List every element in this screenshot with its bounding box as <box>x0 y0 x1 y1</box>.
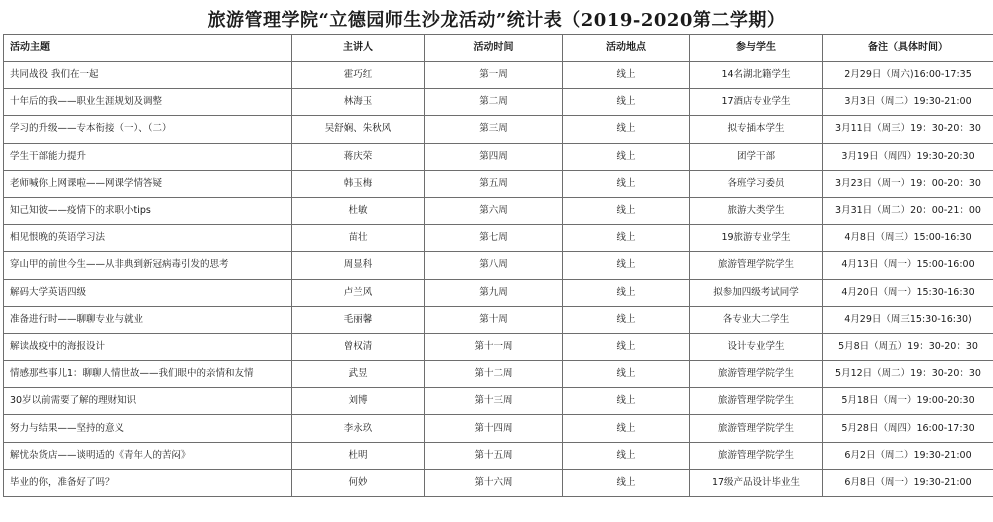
notes-cell[interactable]: 6月2日（周二）19:30-21:00 <box>823 442 993 469</box>
time-cell[interactable]: 第九周 <box>425 279 563 306</box>
topic-cell[interactable]: 学生干部能力提升 <box>4 143 292 170</box>
participants-cell[interactable]: 旅游大类学生 <box>690 197 823 224</box>
participants-cell[interactable]: 旅游管理学院学生 <box>690 442 823 469</box>
notes-cell[interactable]: 3月11日（周三）19：30-20：30 <box>823 116 993 143</box>
table-row <box>4 197 993 224</box>
time-cell[interactable]: 第三周 <box>425 116 563 143</box>
participants-cell[interactable]: 旅游管理学院学生 <box>690 252 823 279</box>
speaker-cell[interactable]: 苗壮 <box>292 225 425 252</box>
column-header-location[interactable]: 活动地点 <box>563 35 690 62</box>
participants-cell[interactable]: 旅游管理学院学生 <box>690 388 823 415</box>
participants-cell[interactable]: 团学干部 <box>690 143 823 170</box>
notes-cell[interactable]: 3月23日（周一）19：00-20：30 <box>823 170 993 197</box>
notes-cell[interactable]: 4月13日（周一）15:00-16:00 <box>823 252 993 279</box>
speaker-cell[interactable]: 何妙 <box>292 469 425 496</box>
time-cell[interactable]: 第二周 <box>425 89 563 116</box>
topic-cell[interactable]: 情感那些事儿1：聊聊人情世故——我们眼中的亲情和友情 <box>4 361 292 388</box>
speaker-cell[interactable]: 毛丽馨 <box>292 306 425 333</box>
time-cell[interactable]: 第一周 <box>425 62 563 89</box>
notes-cell[interactable]: 4月8日（周三）15:00-16:30 <box>823 225 993 252</box>
topic-cell[interactable]: 30岁以前需要了解的理财知识 <box>4 388 292 415</box>
speaker-cell[interactable]: 杜明 <box>292 442 425 469</box>
column-header-participants[interactable]: 参与学生 <box>690 35 823 62</box>
location-cell[interactable]: 线上 <box>563 197 690 224</box>
table-row <box>4 252 993 279</box>
topic-cell[interactable]: 十年后的我——职业生涯规划及调整 <box>4 89 292 116</box>
location-cell[interactable]: 线上 <box>563 252 690 279</box>
participants-cell[interactable]: 设计专业学生 <box>690 333 823 360</box>
topic-cell[interactable]: 穿山甲的前世今生——从非典到新冠病毒引发的思考 <box>4 252 292 279</box>
table-row <box>4 279 993 306</box>
table-row <box>4 116 993 143</box>
topic-cell[interactable]: 学习的升级——专本衔接（一）、（二） <box>4 116 292 143</box>
participants-cell[interactable]: 各专业大二学生 <box>690 306 823 333</box>
notes-cell[interactable]: 4月20日（周一）15:30-16:30 <box>823 279 993 306</box>
table-row <box>4 89 993 116</box>
table-body <box>4 62 993 497</box>
notes-cell[interactable]: 5月12日（周二）19：30-20：30 <box>823 361 993 388</box>
header-row <box>4 35 993 62</box>
location-cell[interactable]: 线上 <box>563 415 690 442</box>
time-cell[interactable]: 第十一周 <box>425 333 563 360</box>
speaker-cell[interactable]: 周显科 <box>292 252 425 279</box>
participants-cell[interactable]: 旅游管理学院学生 <box>690 415 823 442</box>
location-cell[interactable]: 线上 <box>563 116 690 143</box>
location-cell[interactable]: 线上 <box>563 89 690 116</box>
speaker-cell[interactable]: 武昱 <box>292 361 425 388</box>
participants-cell[interactable]: 19旅游专业学生 <box>690 225 823 252</box>
participants-cell[interactable]: 拟专插本学生 <box>690 116 823 143</box>
time-cell[interactable]: 第八周 <box>425 252 563 279</box>
location-cell[interactable]: 线上 <box>563 361 690 388</box>
topic-cell[interactable]: 准备进行时——聊聊专业与就业 <box>4 306 292 333</box>
location-cell[interactable]: 线上 <box>563 62 690 89</box>
participants-cell[interactable]: 拟参加四级考试同学 <box>690 279 823 306</box>
participants-cell[interactable]: 各班学习委员 <box>690 170 823 197</box>
time-cell[interactable]: 第十四周 <box>425 415 563 442</box>
topic-cell[interactable]: 解码大学英语四级 <box>4 279 292 306</box>
location-cell[interactable]: 线上 <box>563 469 690 496</box>
table-row <box>4 62 993 89</box>
location-cell[interactable]: 线上 <box>563 442 690 469</box>
topic-cell[interactable]: 知己知彼——疫情下的求职小tips <box>4 197 292 224</box>
location-cell[interactable]: 线上 <box>563 333 690 360</box>
topic-cell[interactable]: 努力与结果——坚持的意义 <box>4 415 292 442</box>
notes-cell[interactable]: 2月29日（周六)16:00-17:35 <box>823 62 993 89</box>
speaker-cell[interactable]: 霍巧红 <box>292 62 425 89</box>
notes-cell[interactable]: 5月18日（周一）19:00-20:30 <box>823 388 993 415</box>
speaker-cell[interactable]: 杜敏 <box>292 197 425 224</box>
activity-table <box>3 34 993 497</box>
topic-cell[interactable]: 毕业的你，准备好了吗？ <box>4 469 292 496</box>
speaker-cell[interactable]: 蒋庆荣 <box>292 143 425 170</box>
speaker-cell[interactable]: 韩玉梅 <box>292 170 425 197</box>
time-cell[interactable]: 第十三周 <box>425 388 563 415</box>
participants-cell[interactable]: 14名湖北籍学生 <box>690 62 823 89</box>
table-row <box>4 225 993 252</box>
notes-cell[interactable]: 3月19日（周四）19:30-20:30 <box>823 143 993 170</box>
notes-cell[interactable]: 3月31日（周二）20：00-21：00 <box>823 197 993 224</box>
time-cell[interactable]: 第十六周 <box>425 469 563 496</box>
topic-cell[interactable]: 共同战役 我们在一起 <box>4 62 292 89</box>
topic-cell[interactable]: 解忧杂货店——谈明适的《青年人的苦闷》 <box>4 442 292 469</box>
column-header-time[interactable]: 活动时间 <box>425 35 563 62</box>
location-cell[interactable]: 线上 <box>563 225 690 252</box>
notes-cell[interactable]: 4月29日（周三15:30-16:30) <box>823 306 993 333</box>
column-header-topic[interactable]: 活动主题 <box>4 35 292 62</box>
time-cell[interactable]: 第六周 <box>425 197 563 224</box>
location-cell[interactable]: 线上 <box>563 143 690 170</box>
time-cell[interactable]: 第五周 <box>425 170 563 197</box>
notes-cell[interactable]: 5月8日（周五）19：30-20：30 <box>823 333 993 360</box>
notes-cell[interactable]: 3月3日（周二）19:30-21:00 <box>823 89 993 116</box>
table-row <box>4 170 993 197</box>
topic-cell[interactable]: 相见恨晚的英语学习法 <box>4 225 292 252</box>
participants-cell[interactable]: 旅游管理学院学生 <box>690 361 823 388</box>
table-row <box>4 415 993 442</box>
table-title: 旅游管理学院“立德园师生沙龙活动”统计表（2019-2020第二学期） <box>207 10 786 31</box>
participants-cell[interactable]: 17级产品设计毕业生 <box>690 469 823 496</box>
time-cell[interactable]: 第十周 <box>425 306 563 333</box>
column-header-notes[interactable]: 备注（具体时间） <box>823 35 993 62</box>
time-cell[interactable]: 第十二周 <box>425 361 563 388</box>
notes-cell[interactable]: 5月28日（周四）16:00-17:30 <box>823 415 993 442</box>
table-row <box>4 442 993 469</box>
speaker-cell[interactable]: 吴舒娴、朱秋风 <box>292 116 425 143</box>
location-cell[interactable]: 线上 <box>563 170 690 197</box>
column-header-speaker[interactable]: 主讲人 <box>292 35 425 62</box>
speaker-cell[interactable]: 刘博 <box>292 388 425 415</box>
speaker-cell[interactable]: 卢兰风 <box>292 279 425 306</box>
table-row <box>4 388 993 415</box>
speaker-cell[interactable]: 林海玉 <box>292 89 425 116</box>
table-row <box>4 469 993 496</box>
participants-cell[interactable]: 17酒店专业学生 <box>690 89 823 116</box>
speaker-cell[interactable]: 李永玖 <box>292 415 425 442</box>
table-row <box>4 361 993 388</box>
location-cell[interactable]: 线上 <box>563 279 690 306</box>
topic-cell[interactable]: 老师喊你上网课啦——网课学情答疑 <box>4 170 292 197</box>
time-cell[interactable]: 第四周 <box>425 143 563 170</box>
location-cell[interactable]: 线上 <box>563 306 690 333</box>
table-row <box>4 333 993 360</box>
table-row <box>4 306 993 333</box>
speaker-cell[interactable]: 曾权清 <box>292 333 425 360</box>
location-cell[interactable]: 线上 <box>563 388 690 415</box>
topic-cell[interactable]: 解读战疫中的海报设计 <box>4 333 292 360</box>
time-cell[interactable]: 第七周 <box>425 225 563 252</box>
time-cell[interactable]: 第十五周 <box>425 442 563 469</box>
table-row <box>4 143 993 170</box>
notes-cell[interactable]: 6月8日（周一）19:30-21:00 <box>823 469 993 496</box>
